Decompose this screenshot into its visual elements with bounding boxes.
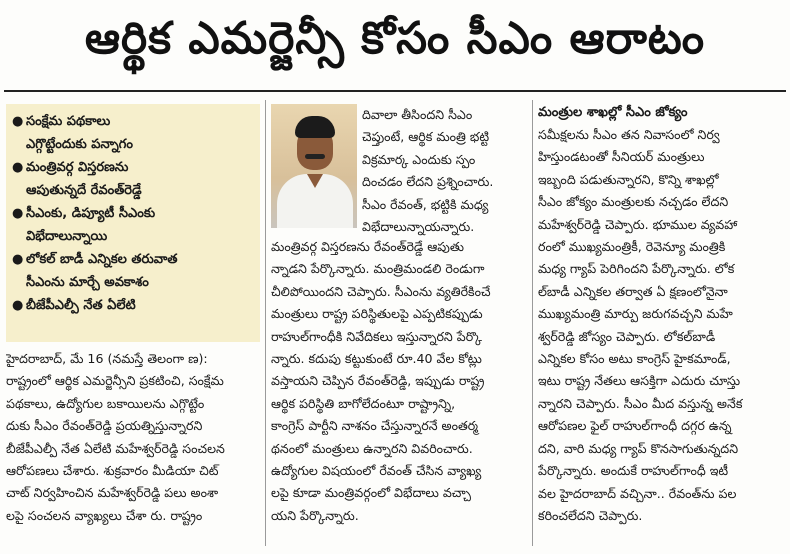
text-line: రంలో ముఖ్యమంత్రికీ, రెవెన్యూ మంత్రికి: [538, 239, 726, 255]
highlight-item: ● సీఎంకు, డిప్యూటీ సీఎంకు: [12, 204, 254, 224]
sub-heading: మంత్రుల శాఖల్లో సీఎం జోక్యం: [538, 105, 688, 120]
headline-rule: [4, 90, 786, 92]
column-1-body: [6, 348, 262, 527]
column-divider: [265, 100, 266, 546]
text-line: దివాలా తీసిందని సీఎం: [362, 107, 473, 122]
text-line: పథకాలు, ఉద్యోగుల బకాయిలను ఎగ్గొట్టేం: [6, 395, 205, 411]
text-line: సీఎం జోక్యం మంత్రులకు నచ్చడం లేదని: [538, 194, 729, 210]
text-line: ఎన్నికల కోసం అటు కాంగ్రెస్ హైకమాండ్,: [538, 351, 731, 367]
text-line: లపై కూడా మంత్రివర్గంలో విభేదాలు వచ్చా: [271, 485, 472, 501]
column-2-body: [271, 236, 529, 527]
text-line: ఉద్యోగుల విషయంలో రేవంత్ చేసిన వ్యాఖ్య: [271, 463, 482, 479]
headline: ఆర్థిక ఎమర్జెన్సీ కోసం సీఎం ఆరాటం: [84, 13, 706, 64]
text-line: మధ్య గ్యాప్ పెరిగిందని పేర్కొన్నారు. లోక: [538, 261, 735, 277]
highlight-item: ● లోకల్ బాడీ ఎన్నికల తరువాత: [12, 250, 254, 270]
text-line: శ్వర్‌రెడ్డి జోస్యం చెప్పారు. లోకల్‌బాడీ: [538, 328, 716, 344]
bullet-icon: ●: [12, 114, 24, 129]
text-line: హైదరాబాద్, మే 16 (నమస్తే తెలంగా ణ):: [6, 351, 208, 366]
text-line: సీఎం రేవంత్, భట్టికి మధ్య: [362, 196, 489, 212]
highlight-item: ఆపుతున్నదే రేవంత్‌రెడ్డే: [26, 183, 142, 198]
text-line: రాష్ట్రంలో ఆర్థిక ఎమర్జెన్సీని ప్రకటించి, సంక్షేమ: [6, 373, 224, 389]
highlight-item: ఎగ్గొట్టేందుకు పన్నాగం: [26, 137, 133, 152]
highlight-item: సీఎంను మార్చే అవకాశం: [26, 275, 149, 290]
text-line: ల్‌బాడీ ఎన్నికల తర్వాత ఏ క్షణంలోనైనా: [538, 283, 728, 299]
text-line: ఇటు రాష్ట్ర నేతలు ఆసక్తిగా ఎదురు చూస్తు: [538, 373, 741, 389]
text-line: దించడం లేదని ప్రశ్నించారు.: [362, 174, 494, 190]
highlight-item: విభేదాలున్నాయి: [26, 229, 108, 244]
text-line: చెప్తుంటే, ఆర్థిక మంత్రి భట్టి: [362, 129, 490, 145]
text-line: చీలిపోయిందని చెప్పారు. సీఎంను వ్యతిరేకించే: [271, 283, 491, 299]
text-line: న్నారని చెప్పారు. సీఎం మీద వస్తున్న అనేక: [538, 395, 743, 411]
text-line: లపై సంచలన వ్యాఖ్యలు చేశా రు. రాష్ట్రం: [6, 507, 203, 523]
bullet-icon: ●: [12, 206, 24, 221]
text-line: ముఖ్యమంత్రి మార్పు జరుగవచ్చని మహే: [538, 306, 733, 322]
highlight-item: ● సంక్షేమ పథకాలు: [12, 112, 254, 132]
text-line: హిస్తుండటంతో సీనియర్ మంత్రులు: [538, 149, 705, 165]
text-line: న్నారు. కదుపు కట్టుకుంటే రూ.40 వేల కోట్లు: [271, 351, 482, 367]
text-line: బీజేపీఎల్పీ నేత ఏలేటి మహేశ్వర్‌రెడ్డి సంచలన: [6, 440, 225, 456]
text-line: ఆరోపణల ఫైల్ రాహుల్‌గాంధీ దగ్గర ఉన్న: [538, 418, 732, 434]
bullet-icon: ●: [12, 298, 24, 313]
text-line: మంత్రులు రాష్ట్ర పరిస్థితులపై ఎప్పటికప్పుడు: [271, 306, 483, 322]
text-line: విక్రమార్క ఎందుకు స్పం: [362, 151, 476, 167]
highlights-box: [6, 104, 260, 342]
text-line: విభేదాలున్నాయన్నారు.: [362, 219, 475, 235]
text-line: మంత్రివర్గ విస్తరణను రేవంత్‌రెడ్డే ఆపుతు: [271, 239, 465, 254]
bullet-icon: ●: [12, 160, 24, 175]
text-line: సమీక్షలను సీఎం తన నివాసంలో నిర్వ: [538, 127, 720, 142]
text-line: దని, వారి మధ్య గ్యాప్ కొనసాగుతున్నదని: [538, 440, 739, 456]
text-line: కరించలేదని చెప్పారు.: [538, 507, 643, 523]
text-line: ఆర్థిక పరిస్థితి బాగోలేదంటూ రాష్ట్రాన్ని,: [271, 395, 456, 411]
text-line: వస్తాయని చెప్పిన రేవంత్‌రెడ్డి, ఇప్పుడు రాష్ట్ర: [271, 373, 485, 389]
column-3-body: [538, 102, 786, 527]
text-line: యని పేర్కొన్నారు.: [271, 507, 359, 523]
highlight-item: ● మంత్రివర్గ విస్తరణను: [12, 158, 254, 178]
text-line: దుకు సీఎం రేవంత్‌రెడ్డి ప్రయత్నిస్తున్నారని: [6, 418, 203, 434]
text-line: పేర్కొన్నారు. అందుకే రాహుల్‌గాంధీ ఇటీ: [538, 463, 729, 479]
text-line: వల హైదరాబాద్ వచ్చినా.. రేవంత్‌ను పల: [538, 485, 737, 501]
highlight-item: ● బీజేపీఎల్పీ నేత ఏలేటి: [12, 296, 254, 316]
text-line: కాంగ్రెస్ పార్టీని నాశనం చేస్తున్నారనే అంతర్మ: [271, 418, 479, 434]
text-line: ఆరోపణలు చేశారు. శుక్రవారం మీడియా చిట్: [6, 463, 219, 479]
column-divider: [532, 100, 533, 546]
text-line: న్నాడని పేర్కొన్నారు. మంత్రిమండలి రెండుగా: [271, 261, 485, 277]
portrait-photo: [271, 104, 357, 228]
text-line: రాహుల్‌గాంధీకి నివేదికలు ఇస్తున్నారని పేర్కొ: [271, 328, 482, 344]
text-line: థనంలో మంత్రులు ఉన్నారని వివరించారు.: [271, 440, 473, 456]
text-line: ఇబ్బంది పడుతున్నారని, కొన్ని శాఖల్లో: [538, 171, 719, 187]
text-line: చాట్ నిర్వహించిన మహేశ్వర్‌రెడ్డి పలు అంశా: [6, 485, 219, 501]
text-line: మహేశ్వర్‌రెడ్డి చెప్పారు. భూముల వ్యవహా: [538, 216, 738, 232]
column-2-top: [362, 104, 526, 238]
bullet-icon: ●: [12, 252, 24, 267]
